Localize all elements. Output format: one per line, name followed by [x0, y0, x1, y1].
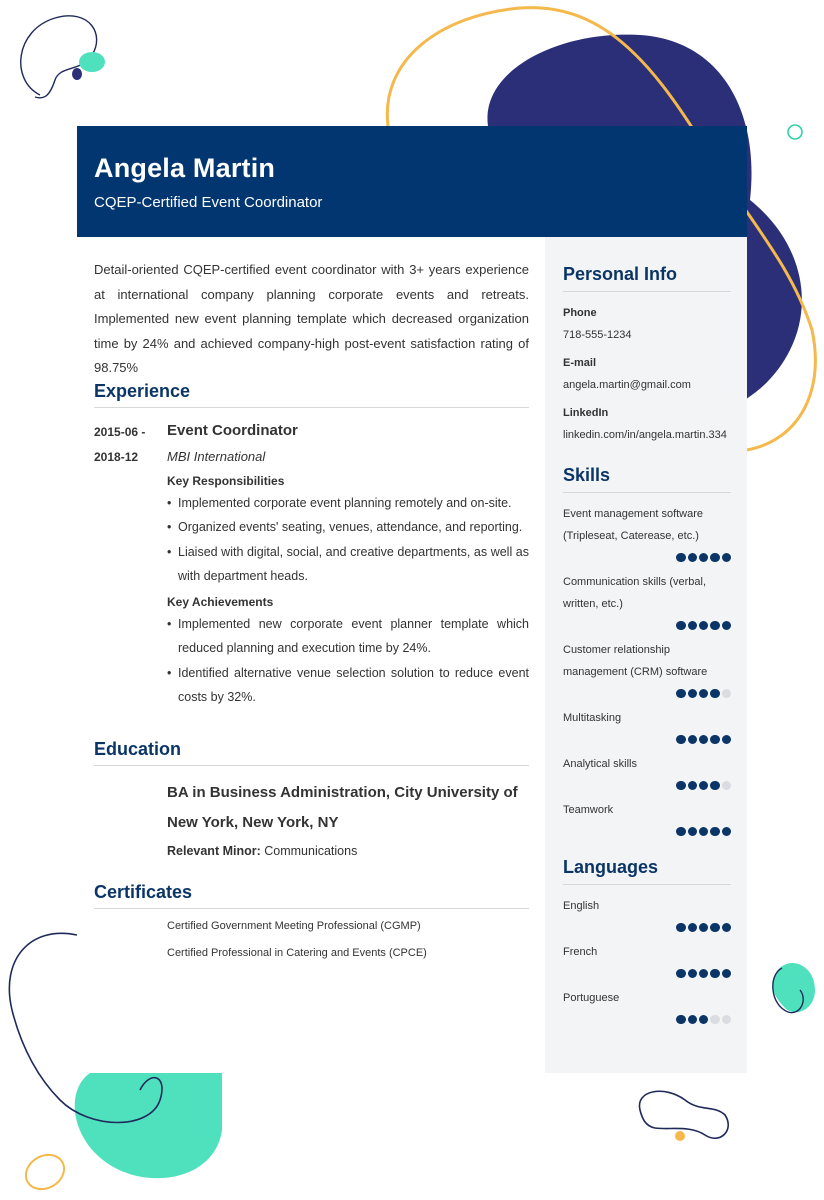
rating-dot-filled [688, 1015, 698, 1025]
deco-mint-blob-small [79, 52, 105, 72]
rated-item [563, 571, 731, 629]
rated-item-name: Teamwork [563, 804, 614, 816]
experience-title: Experience [94, 381, 529, 408]
rating-dot-filled [676, 1015, 686, 1025]
rating-dot-filled [710, 827, 720, 837]
responsibilities-heading: Key Responsibilities [167, 474, 285, 488]
linkedin-value: linkedin.com/in/angela.martin.334 [563, 429, 727, 441]
rating-dot-filled [710, 621, 720, 631]
rating-dot-filled [699, 781, 709, 791]
rating-dots [563, 617, 731, 629]
rated-item-name: Analytical skills [563, 758, 637, 770]
skills-section [563, 465, 731, 835]
rating-dots [563, 549, 731, 561]
experience-section [94, 381, 529, 709]
rating-dot-filled [676, 689, 686, 699]
rating-dots [563, 1011, 731, 1023]
skills-list [563, 503, 731, 835]
rating-dot-filled [710, 689, 720, 699]
rating-dot-filled [722, 827, 732, 837]
phone-label: Phone [563, 307, 597, 319]
certificate-item: Certified Professional in Catering and Events (CPCE) [167, 947, 427, 959]
date-end: 2018-12 [94, 450, 139, 464]
deco-line-loop-bottom-right [639, 1091, 728, 1138]
rating-dot-filled [688, 781, 698, 791]
minor [167, 841, 529, 861]
company-name: MBI International [167, 449, 266, 464]
rating-dot-empty [722, 689, 732, 699]
rating-dot-filled [722, 621, 732, 631]
rating-dot-filled [722, 735, 732, 745]
candidate-name: Angela Martin [94, 153, 276, 183]
achievements-heading: Key Achievements [167, 595, 274, 610]
personal-info-title: Personal Info [563, 264, 731, 292]
list-item: • Organized events' seating, venues, attendance, and reporting. [167, 515, 529, 539]
rating-dot-filled [688, 735, 698, 745]
list-item: • Implemented new corporate event planner template which reduced planning and execution time by 24%. [167, 612, 529, 661]
responsibilities-list [167, 491, 529, 588]
degree: BA in Business Administration, City University of New York, New York, NY [167, 784, 518, 831]
rating-dot-empty [710, 1015, 720, 1025]
education-section [94, 739, 529, 861]
rated-item [563, 503, 731, 561]
certificates-section [94, 882, 529, 967]
rated-item-name: Communication skills (verbal, written, etc.) [563, 576, 707, 610]
minor-label: Relevant Minor: [167, 844, 261, 858]
summary-paragraph: Detail-oriented CQEP-certified event coordinator with 3+ years experience at international company planning corporate events and retreats. Implemented new event planning template which decreased organization time by 24% and achieved company-high post-event satisfaction rating of 98.75% [94, 262, 529, 375]
rating-dot-filled [722, 969, 732, 979]
rating-dot-filled [710, 553, 720, 563]
rating-dot-filled [676, 969, 686, 979]
rating-dot-filled [688, 923, 698, 933]
rating-dot-filled [676, 553, 686, 563]
list-item: • Liaised with digital, social, and creative departments, as well as with department heads. [167, 540, 529, 589]
certificates-title: Certificates [94, 882, 529, 909]
resume-header [77, 126, 747, 237]
rated-item [563, 707, 731, 743]
list-item: • Identified alternative venue selection solution to reduce event costs by 32%. [167, 661, 529, 710]
education-title: Education [94, 739, 529, 766]
experience-entry [94, 420, 529, 709]
rated-item-name: Customer relationship management (CRM) software [563, 644, 708, 678]
phone-value: 718-555-1234 [563, 329, 632, 341]
rating-dots [563, 823, 731, 835]
candidate-title: CQEP-Certified Event Coordinator [94, 194, 323, 211]
deco-mint-ring [788, 125, 802, 139]
rated-item [563, 895, 731, 931]
rating-dot-filled [710, 735, 720, 745]
rating-dots [563, 965, 731, 977]
rating-dot-filled [676, 735, 686, 745]
rating-dot-filled [722, 923, 732, 933]
skills-title: Skills [563, 465, 731, 493]
rating-dot-filled [676, 923, 686, 933]
deco-yellow-ring [20, 1148, 71, 1196]
rating-dot-filled [699, 923, 709, 933]
rating-dot-filled [676, 621, 686, 631]
main-column [94, 237, 529, 959]
achievements-list [167, 612, 529, 709]
rating-dot-filled [688, 621, 698, 631]
rating-dot-filled [699, 689, 709, 699]
rated-item-name: English [563, 900, 600, 912]
rating-dot-filled [699, 735, 709, 745]
rated-item-name: Portuguese [563, 992, 620, 1004]
rating-dots [563, 919, 731, 931]
rating-dot-filled [699, 621, 709, 631]
rating-dot-filled [688, 827, 698, 837]
languages-section [563, 857, 731, 1023]
sidebar [545, 237, 747, 1073]
rated-item [563, 639, 731, 697]
deco-mint-blob-bottom [75, 1073, 222, 1178]
deco-dot-navy [72, 68, 82, 80]
rated-item-name: French [563, 946, 598, 958]
rating-dots [563, 731, 731, 743]
rating-dot-filled [710, 923, 720, 933]
certificate-item: Certified Government Meeting Professional (CGMP) [167, 920, 421, 932]
languages-title: Languages [563, 857, 731, 885]
rated-item [563, 799, 731, 835]
email-label: E-mail [563, 357, 597, 369]
experience-body [167, 420, 529, 709]
rating-dot-filled [688, 553, 698, 563]
rating-dots [563, 777, 731, 789]
email-value: angela.martin@gmail.com [563, 379, 691, 391]
job-title: Event Coordinator [167, 422, 298, 439]
rated-item-name: Multitasking [563, 712, 622, 724]
rating-dot-empty [722, 1015, 732, 1025]
education-body [167, 778, 529, 861]
rating-dot-filled [676, 781, 686, 791]
rating-dot-filled [699, 1015, 709, 1025]
personal-info-section [563, 264, 731, 442]
languages-list [563, 895, 731, 1023]
rating-dot-filled [688, 689, 698, 699]
deco-yellow-dot [675, 1131, 685, 1141]
rating-dot-filled [676, 827, 686, 837]
rated-item [563, 753, 731, 789]
rating-dot-filled [710, 781, 720, 791]
list-item: • Implemented corporate event planning remotely and on-site. [167, 491, 529, 515]
rating-dot-filled [699, 969, 709, 979]
minor-value: Communications [260, 844, 358, 858]
resume-sheet [77, 126, 747, 1073]
rating-dot-filled [688, 969, 698, 979]
date-start: 2015-06 - [94, 425, 146, 439]
rating-dot-filled [710, 969, 720, 979]
rating-dots [563, 685, 731, 697]
certificates-list [167, 913, 529, 967]
rated-item-name: Event management software (Tripleseat, Caterease, etc.) [563, 508, 704, 542]
rating-dot-filled [699, 553, 709, 563]
rating-dot-empty [722, 781, 732, 791]
rating-dot-filled [699, 827, 709, 837]
experience-dates [94, 420, 154, 470]
linkedin-label: LinkedIn [563, 407, 609, 419]
rating-dot-filled [722, 553, 732, 563]
rated-item [563, 987, 731, 1023]
rated-item [563, 941, 731, 977]
